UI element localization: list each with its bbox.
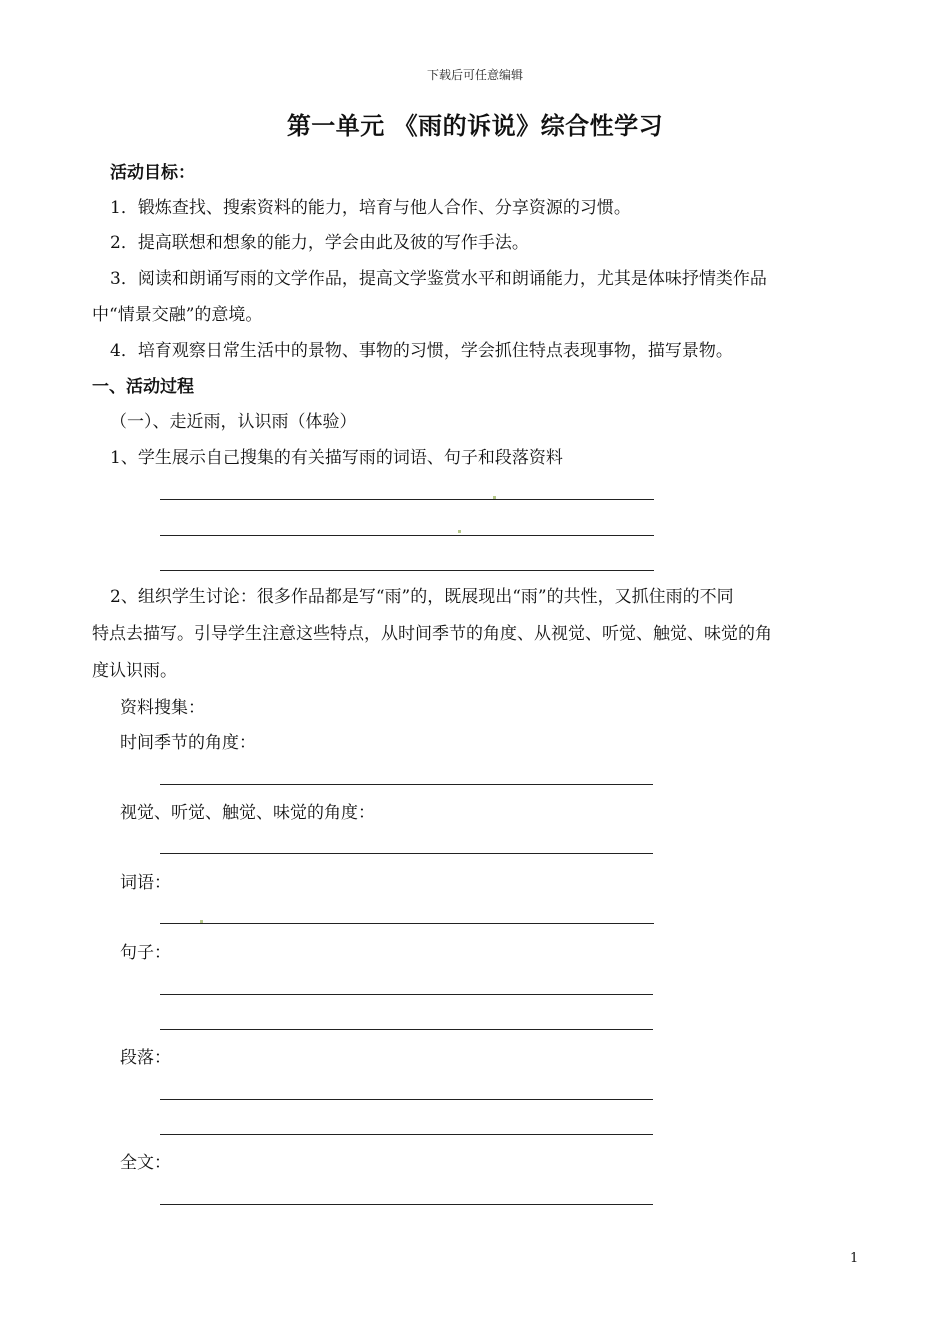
header-note: 下载后可任意编辑 bbox=[426, 68, 523, 82]
objective-item-1: 1．锻炼查找、搜索资料的能力，培育与他人合作、分享资源的习惯。 bbox=[110, 198, 631, 218]
page-number: 1 bbox=[850, 1251, 859, 1266]
objectives-heading: 活动目标： bbox=[110, 163, 195, 183]
objective-item-2: 2．提高联想和想象的能力，学会由此及彼的写作手法。 bbox=[110, 233, 529, 253]
words-label: 词语： bbox=[120, 873, 171, 893]
scan-speck bbox=[493, 496, 496, 499]
paragraphs-label: 段落： bbox=[120, 1048, 171, 1068]
senses-label: 视觉、听觉、触觉、味觉的角度： bbox=[120, 803, 375, 823]
answer-line bbox=[160, 994, 653, 995]
process-step-2-line-2: 特点去描写。引导学生注意这些特点，从时间季节的角度、从视觉、听觉、触觉、味觉的角 bbox=[92, 624, 772, 644]
scan-speck bbox=[200, 920, 203, 923]
answer-line bbox=[160, 570, 654, 571]
objective-item-4: 4．培育观察日常生活中的景物、事物的习惯，学会抓住特点表现事物，描写景物。 bbox=[110, 341, 733, 361]
process-step-2-line-3: 度认识雨。 bbox=[92, 661, 177, 681]
page-title: 第一单元 《雨的诉说》综合性学习 bbox=[286, 112, 664, 140]
process-heading: 一、活动过程 bbox=[92, 377, 194, 397]
answer-line bbox=[160, 535, 654, 536]
answer-line bbox=[160, 1204, 653, 1205]
full-text-label: 全文： bbox=[120, 1153, 171, 1173]
answer-line bbox=[160, 499, 654, 500]
collection-heading: 资料搜集： bbox=[120, 698, 205, 718]
answer-line bbox=[160, 784, 653, 785]
answer-line bbox=[160, 853, 653, 854]
objective-item-3-continued: 中“情景交融”的意境。 bbox=[92, 305, 263, 325]
season-label: 时间季节的角度： bbox=[120, 733, 256, 753]
answer-line bbox=[160, 923, 654, 924]
process-subheading: （一）、走近雨，认识雨（体验） bbox=[110, 412, 357, 432]
answer-line bbox=[160, 1099, 653, 1100]
answer-line bbox=[160, 1134, 653, 1135]
process-step-2-line-1: 2、组织学生讨论：很多作品都是写“雨”的，既展现出“雨”的共性，又抓住雨的不同 bbox=[110, 587, 734, 607]
objective-item-3: 3．阅读和朗诵写雨的文学作品，提高文学鉴赏水平和朗诵能力，尤其是体味抒情类作品 bbox=[110, 269, 767, 289]
scan-speck bbox=[458, 530, 461, 533]
process-step-1: 1、学生展示自己搜集的有关描写雨的词语、句子和段落资料 bbox=[110, 448, 563, 468]
answer-line bbox=[160, 1029, 653, 1030]
sentences-label: 句子： bbox=[120, 943, 171, 963]
